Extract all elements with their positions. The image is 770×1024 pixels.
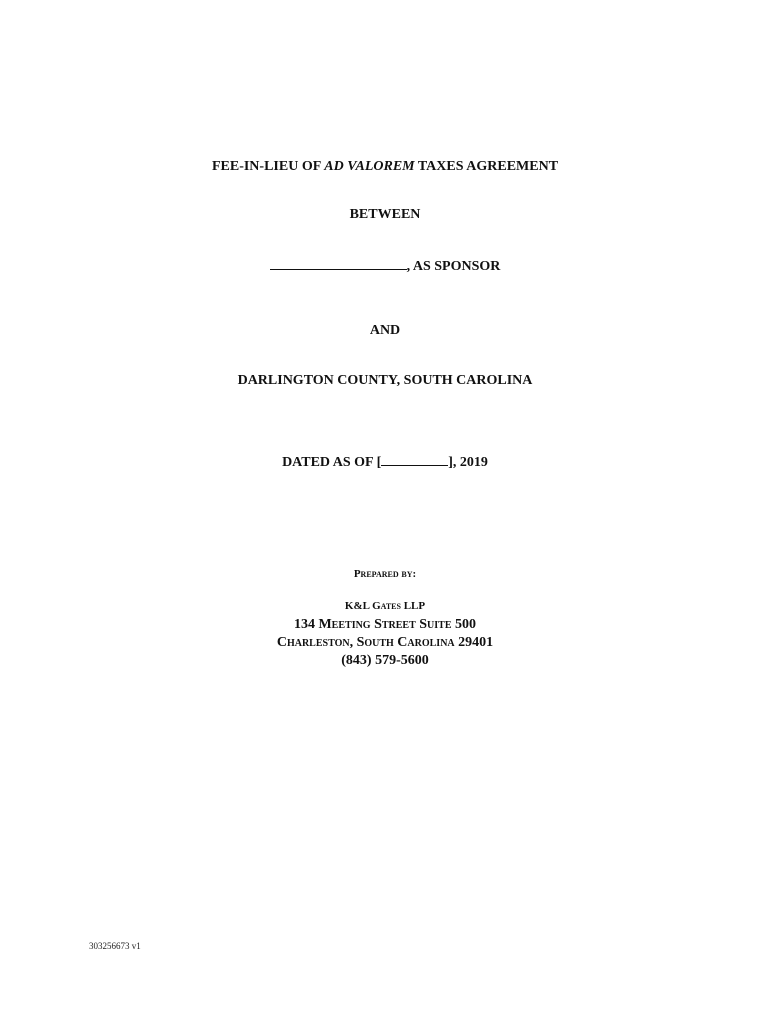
date-blank (381, 454, 448, 466)
dated-suffix: ], 2019 (448, 455, 488, 470)
dated-prefix: DATED AS OF [ (282, 455, 382, 470)
title-suffix: TAXES AGREEMENT (414, 159, 559, 174)
title-italic: AD VALOREM (324, 159, 415, 174)
county-name: DARLINGTON COUNTY, SOUTH CAROLINA (237, 373, 533, 388)
sponsor-line (0, 258, 770, 275)
firm-phone: (843) 579-5600 (341, 653, 429, 668)
sponsor-suffix: , AS SPONSOR (406, 259, 501, 274)
prepared-by-label: Prepared by: (353, 568, 417, 580)
between-heading: BETWEEN (349, 207, 421, 222)
title-prefix: FEE-IN-LIEU OF (211, 159, 325, 174)
dated-line (0, 454, 770, 471)
firm-name: K&L Gates LLP (344, 600, 426, 612)
sponsor-blank (270, 258, 407, 270)
document-title (0, 159, 770, 175)
document-id: 303256673 v1 (89, 941, 141, 951)
firm-address-line2: Charleston, South Carolina 29401 (276, 635, 494, 650)
and-heading: AND (369, 323, 401, 338)
firm-address-line1: 134 Meeting Street Suite 500 (293, 617, 477, 632)
